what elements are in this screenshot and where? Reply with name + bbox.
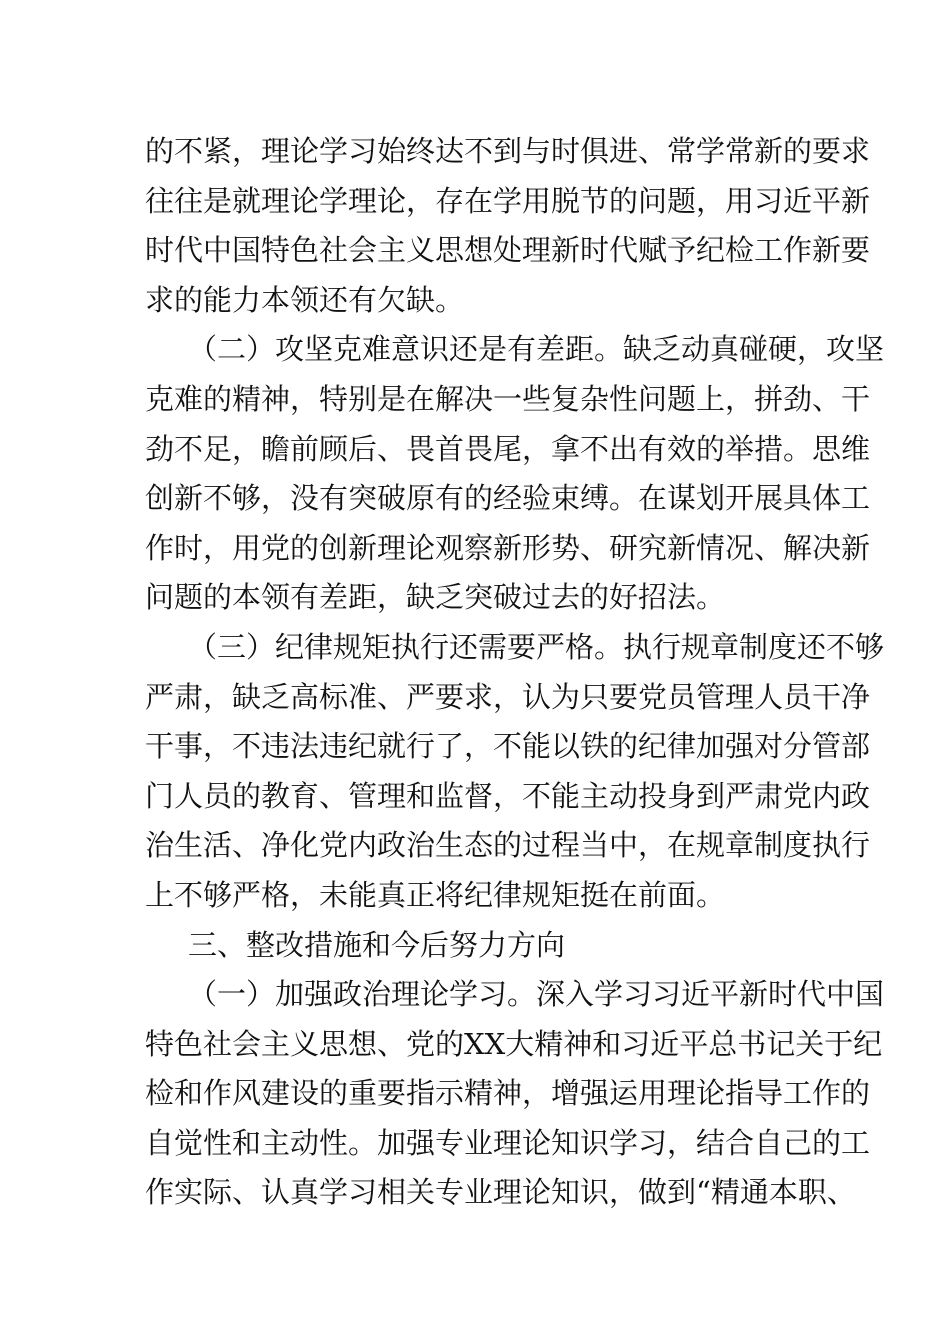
section-heading: 三、整改措施和今后努力方向 [188,927,566,962]
text-line: 特色社会主义思想、党的XX大精神和习近平总书记关于纪 [145,1026,883,1061]
text-line: 作时，用党的创新理论观察新形势、研究新情况、解决新 [145,530,871,565]
text-line: 问题的本领有差距，缺乏突破过去的好招法。 [145,580,726,615]
text-line: 自觉性和主动性。加强专业理论知识学习，结合自己的工 [145,1125,871,1160]
text-line: 求的能力本领还有欠缺。 [145,282,465,317]
paragraph-heading-2: （二）攻坚克难意识还是有差距。缺乏动真碰硬，攻坚 [188,332,885,367]
paragraph-heading-1: （一）加强政治理论学习。深入学习习近平新时代中国 [188,977,885,1012]
text-line: 门人员的教育、管理和监督，不能主动投身到严肃党内政 [145,778,871,813]
text-line: 往往是就理论学理论，存在学用脱节的问题，用习近平新 [145,183,871,218]
text-line: 上不够严格，未能真正将纪律规矩挺在前面。 [145,877,726,912]
text-line: 创新不够，没有突破原有的经验束缚。在谋划开展具体工 [145,481,871,516]
text-line: 干事，不违法违纪就行了，不能以铁的纪律加强对分管部 [145,729,871,764]
text-line: 检和作风建设的重要指示精神，增强运用理论指导工作的 [145,1076,871,1111]
text-line: 治生活、净化党内政治生态的过程当中，在规章制度执行 [145,828,871,863]
text-line: 作实际、认真学习相关专业理论知识，做到“精通本职、 [145,1175,856,1210]
text-line: 劲不足，瞻前顾后、畏首畏尾，拿不出有效的举措。思维 [145,431,871,466]
body-text [145,127,885,1218]
paragraph-heading-3: （三）纪律规矩执行还需要严格。执行规章制度还不够 [188,629,885,664]
text-line: 时代中国特色社会主义思想处理新时代赋予纪检工作新要 [145,233,871,268]
text-line: 的不紧，理论学习始终达不到与时俱进、常学常新的要求 [145,134,871,168]
text-line: 克难的精神，特别是在解决一些复杂性问题上，拼劲、干 [145,381,871,416]
text-line: 严肃，缺乏高标准、严要求，认为只要党员管理人员干净 [145,679,871,714]
